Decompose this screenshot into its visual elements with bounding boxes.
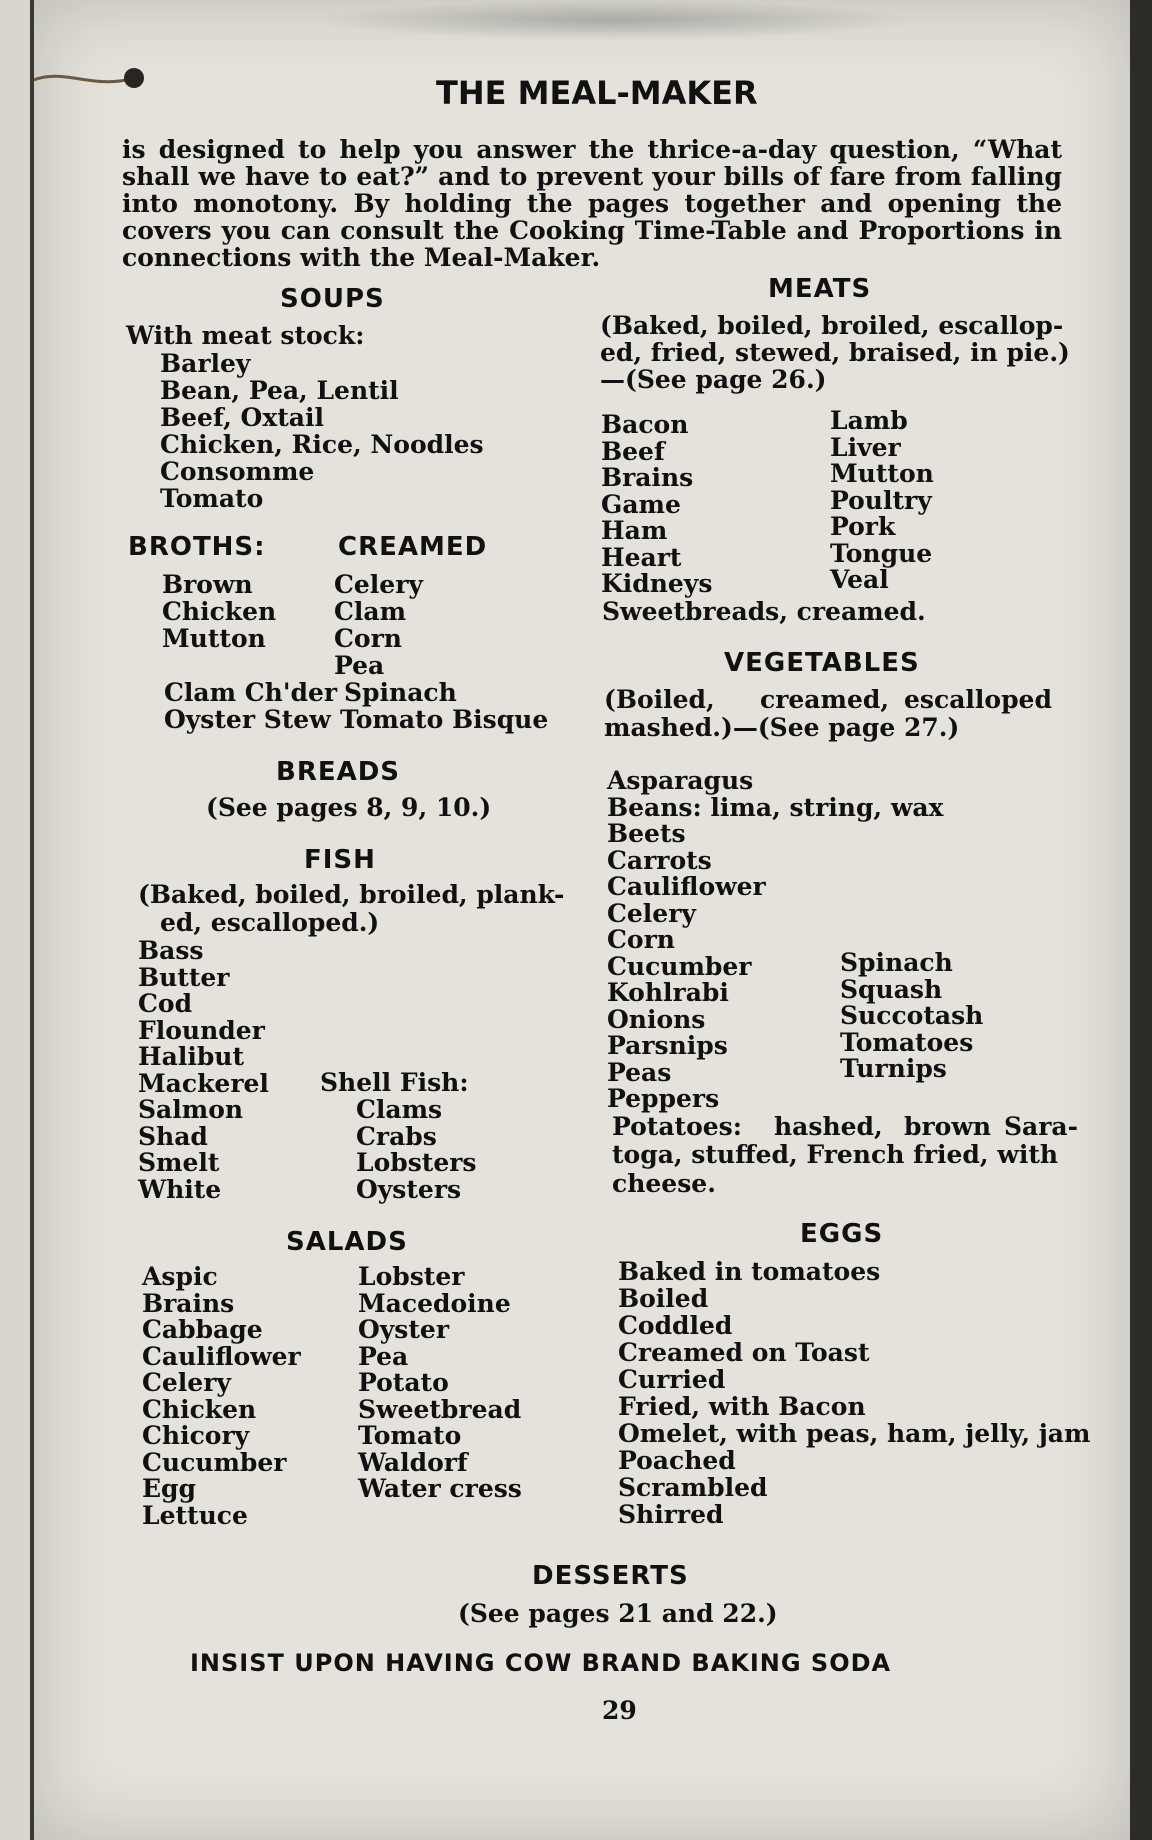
fish-list <box>138 938 269 1203</box>
spinach-soup: Spinach <box>344 678 457 707</box>
list-item: Turnips <box>840 1054 947 1083</box>
potatoes-word3: Sara- <box>1004 1112 1078 1141</box>
breads-note: (See pages 8, 9, 10.) <box>206 793 492 822</box>
page-number: 29 <box>602 1696 637 1725</box>
list-item: Sweetbread <box>358 1394 522 1424</box>
breads-heading: BREADS <box>276 757 401 787</box>
list-item: Brains <box>601 463 694 492</box>
oyster-stew: Oyster Stew <box>164 705 331 734</box>
list-item: Bean, Pea, Lentil <box>160 376 399 405</box>
list-item: Peppers <box>607 1084 720 1113</box>
list-item: Oyster <box>358 1315 450 1344</box>
list-item: Parsnips <box>607 1031 728 1060</box>
meats-heading: MEATS <box>768 274 872 304</box>
list-item: Potato <box>358 1368 449 1397</box>
eggs-list <box>618 1258 1090 1528</box>
list-item: Corn <box>607 925 675 954</box>
list-item: Mutton <box>162 624 266 653</box>
list-item: Crabs <box>356 1121 437 1151</box>
tomato-bisque: Tomato Bisque <box>340 705 549 734</box>
list-item: Bass <box>138 936 204 965</box>
list-item: Consomme <box>160 457 315 486</box>
list-item: Pork <box>830 512 896 541</box>
list-item: Shad <box>138 1121 208 1151</box>
creamed-list <box>334 571 423 679</box>
list-item: Cauliflower <box>142 1341 301 1371</box>
list-item: Bacon <box>601 410 689 439</box>
eggs-heading: EGGS <box>800 1219 884 1249</box>
list-item: Macedoine <box>358 1288 511 1318</box>
meats-list-col2 <box>830 408 934 594</box>
list-item: Lobster <box>358 1262 465 1291</box>
meats-note-line2: ed, fried, stewed, braised, in pie.) <box>600 338 1070 367</box>
meats-note-line1: (Baked, boiled, broiled, escallop- <box>600 311 1064 340</box>
list-item: Asparagus <box>607 766 754 795</box>
list-item: Chicken, Rice, Noodles <box>160 430 484 459</box>
potatoes-line3: cheese. <box>612 1169 716 1198</box>
creamed-heading: CREAMED <box>338 532 488 562</box>
list-item: Pea <box>358 1341 409 1371</box>
list-item: Mackerel <box>138 1068 269 1098</box>
list-item: Cauliflower <box>607 872 766 901</box>
page-edge <box>1130 0 1152 1840</box>
salads-list-col1 <box>142 1264 301 1529</box>
soups-meat-stock-list <box>160 350 484 512</box>
vegetables-note-line2: mashed.)—(See page 27.) <box>604 713 960 742</box>
list-item: White <box>138 1174 222 1204</box>
list-item: Kidneys <box>601 569 713 598</box>
fish-note-line1: (Baked, boiled, broiled, plank- <box>138 880 565 909</box>
list-item: Water cress <box>358 1474 522 1503</box>
broths-list <box>162 571 276 652</box>
desserts-note: (See pages 21 and 22.) <box>458 1599 778 1628</box>
list-item: Omelet, with peas, ham, jelly, jam <box>618 1419 1091 1448</box>
vegetables-note-word3: escalloped <box>904 685 1052 714</box>
shellfish-heading: Shell Fish: <box>320 1068 469 1097</box>
list-item: Succotash <box>840 1001 984 1030</box>
list-item: Oysters <box>356 1174 462 1204</box>
list-item: Boiled <box>618 1284 709 1313</box>
footer-slogan: INSIST UPON HAVING COW BRAND BAKING SODA <box>190 1649 892 1677</box>
list-item: Beets <box>607 819 686 848</box>
list-item: Veal <box>830 565 889 594</box>
list-item: Carrots <box>607 845 712 875</box>
list-item: Beef, Oxtail <box>160 403 324 432</box>
list-item: Clam <box>334 597 407 626</box>
list-item: Aspic <box>142 1262 218 1291</box>
vegetables-note-word1: (Boiled, <box>604 685 715 714</box>
list-item: Clams <box>356 1095 443 1124</box>
list-item: Liver <box>830 432 901 462</box>
list-item: Chicken <box>142 1394 257 1424</box>
list-item: Curried <box>618 1365 726 1394</box>
vegetables-heading: VEGETABLES <box>724 648 920 678</box>
list-item: Fried, with Bacon <box>618 1392 866 1421</box>
page-title: THE MEAL-MAKER <box>436 74 758 112</box>
list-item: Brown <box>162 570 253 599</box>
list-item: Corn <box>334 624 402 653</box>
list-item: Lettuce <box>142 1500 248 1530</box>
list-item: Squash <box>840 974 943 1004</box>
vegetables-note-word2: creamed, <box>760 685 890 714</box>
list-item: Shirred <box>618 1500 724 1529</box>
list-item: Beef <box>601 436 665 466</box>
list-item: Lobsters <box>356 1148 477 1177</box>
list-item: Scrambled <box>618 1473 768 1502</box>
list-item: Poached <box>618 1446 736 1475</box>
list-item: Peas <box>607 1057 672 1087</box>
list-item: Tongue <box>830 538 933 568</box>
list-item: Cucumber <box>607 951 752 981</box>
binding-string <box>34 60 154 100</box>
meats-note-line3: —(See page 26.) <box>600 365 827 394</box>
list-item: Cucumber <box>142 1447 287 1477</box>
list-item: Waldorf <box>358 1447 468 1477</box>
vegetables-list-col2 <box>840 950 983 1083</box>
soups-heading: SOUPS <box>280 284 385 314</box>
list-item: Coddled <box>618 1311 733 1340</box>
list-item: Flounder <box>138 1015 265 1045</box>
list-item: Chicken <box>162 597 277 626</box>
potatoes-word2: brown <box>904 1112 992 1141</box>
intro-paragraph: is designed to help you answer the thrice-a-day question, “What shall we have to eat?” and to prevent your bills of fare from falling into monotony. By holding the pages together and opening the covers you can consult the Cooking Time-Table and Proportions in connections with the Meal-Maker. <box>122 135 1062 272</box>
salads-heading: SALADS <box>286 1227 408 1257</box>
list-item: Spinach <box>840 948 953 977</box>
desserts-heading: DESSERTS <box>532 1561 689 1591</box>
meats-list-col1 <box>601 412 712 598</box>
potatoes-label: Potatoes: <box>612 1112 742 1141</box>
salads-list-col2 <box>358 1264 522 1503</box>
list-item: Mutton <box>830 459 934 488</box>
list-item: Tomato <box>358 1421 462 1450</box>
list-item: Barley <box>160 349 251 378</box>
fish-note-line2: ed, escalloped.) <box>160 908 380 937</box>
potatoes-word1: hashed, <box>774 1112 883 1141</box>
list-item: Baked in tomatoes <box>618 1257 881 1286</box>
list-item: Celery <box>142 1368 231 1397</box>
soups-meat-stock-label: With meat stock: <box>126 321 365 350</box>
list-item: Chicory <box>142 1421 250 1450</box>
meats-sweetbreads: Sweetbreads, creamed. <box>602 597 926 626</box>
list-item: Kohlrabi <box>607 978 729 1007</box>
list-item: Salmon <box>138 1095 244 1124</box>
list-item: Butter <box>138 962 230 992</box>
list-item: Beans: lima, string, wax <box>607 792 944 822</box>
list-item: Brains <box>142 1288 235 1318</box>
list-item: Halibut <box>138 1042 245 1071</box>
list-item: Egg <box>142 1474 197 1503</box>
shellfish-list <box>356 1097 477 1203</box>
list-item: Tomato <box>160 484 264 513</box>
clam-chowder: Clam Ch'der <box>164 678 338 707</box>
list-item: Smelt <box>138 1148 220 1177</box>
broths-heading: BROTHS: <box>128 532 266 562</box>
list-item: Cod <box>138 989 193 1018</box>
list-item: Tomatoes <box>840 1027 974 1057</box>
list-item: Onions <box>607 1004 706 1034</box>
potatoes-line2: toga, stuffed, French fried, with <box>612 1140 1059 1169</box>
list-item: Pea <box>334 651 385 680</box>
list-item: Lamb <box>830 406 908 435</box>
list-item: Ham <box>601 516 668 545</box>
list-item: Creamed on Toast <box>618 1338 870 1367</box>
list-item: Celery <box>607 898 696 928</box>
list-item: Celery <box>334 570 423 599</box>
list-item: Heart <box>601 542 682 572</box>
fish-heading: FISH <box>304 845 376 875</box>
list-item: Game <box>601 489 681 519</box>
list-item: Cabbage <box>142 1315 263 1344</box>
list-item: Poultry <box>830 485 932 515</box>
page-smudge <box>314 0 914 40</box>
